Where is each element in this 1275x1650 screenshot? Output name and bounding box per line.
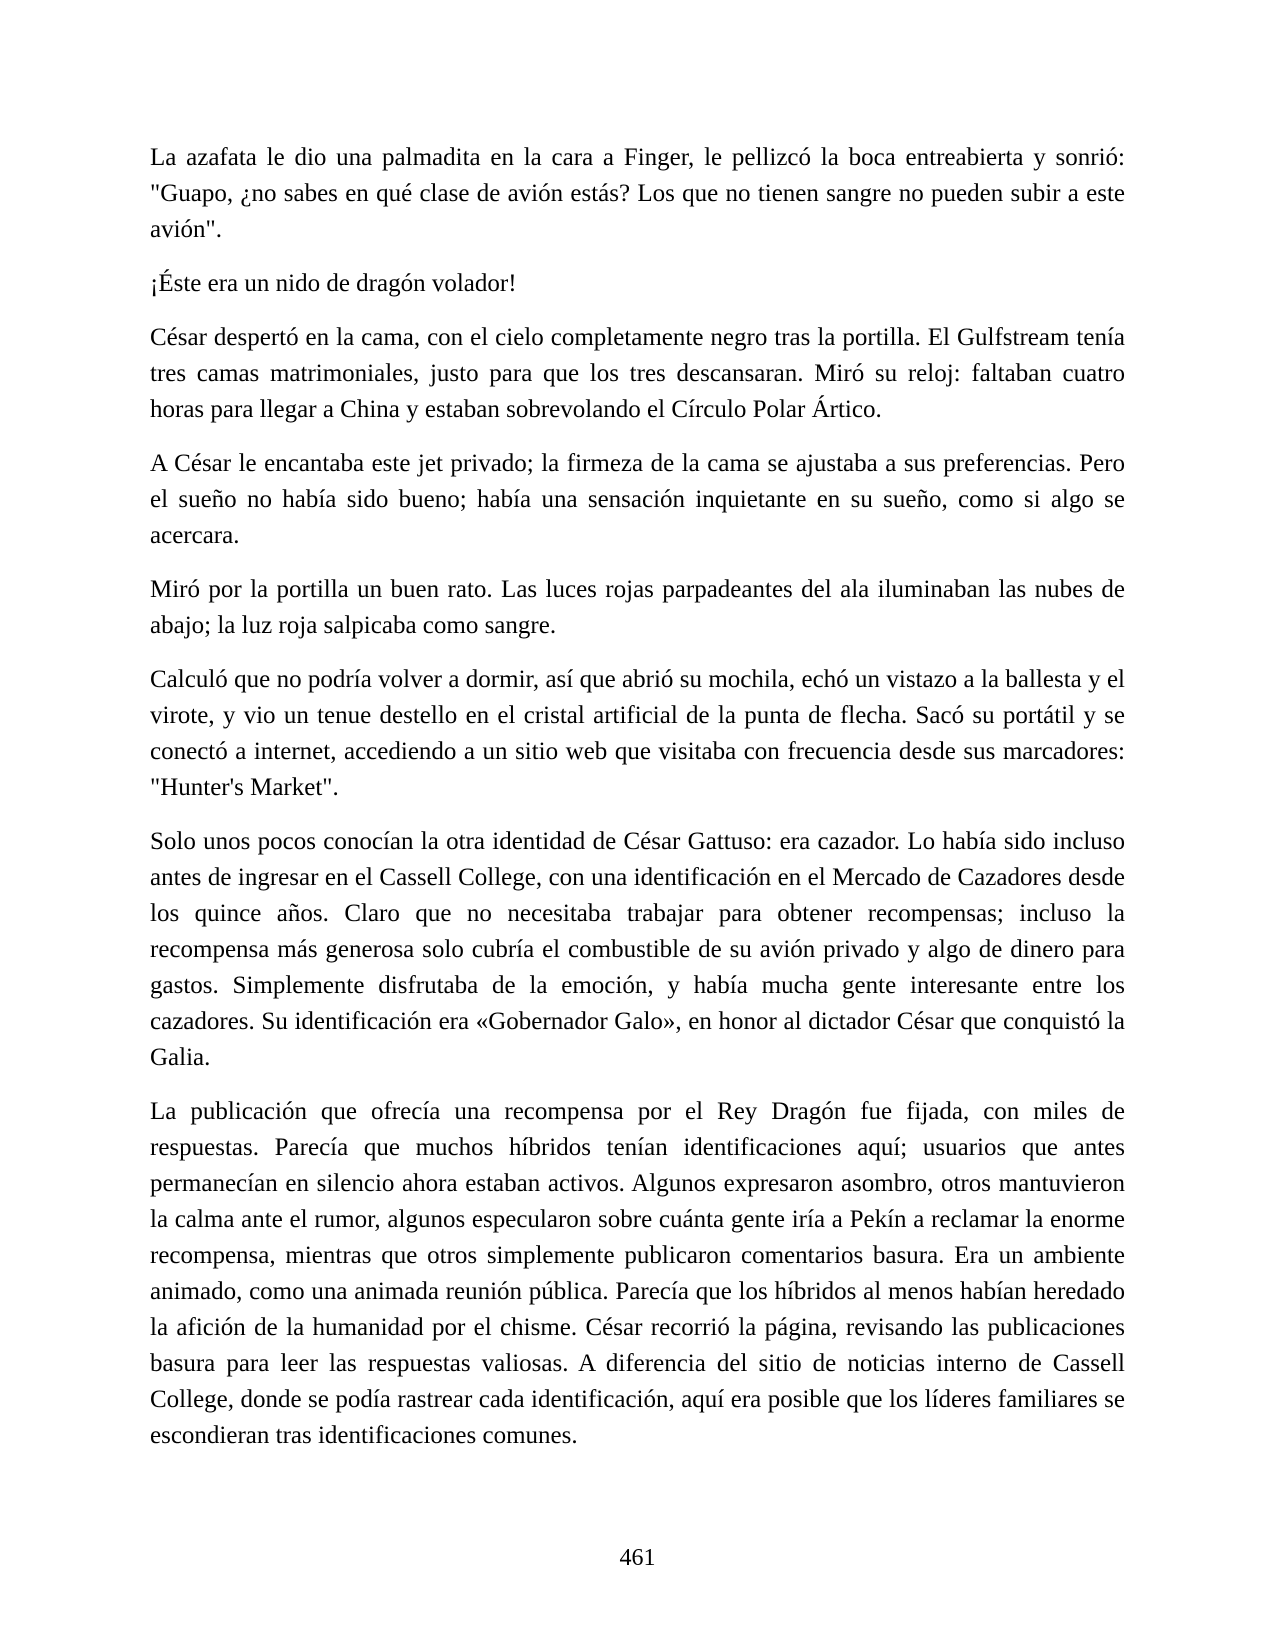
paragraph: Solo unos pocos conocían la otra identidad de César Gattuso: era cazador. Lo había sido incluso antes de ingresar en el Cassell College, con una identificación en el Mercado de Cazadores desde los quince años. Claro que no necesitaba trabajar para obtener recompensas; incluso la recompensa más generosa solo cubría el combustible de su avión privado y algo de dinero para gastos. Simplemente disfrutaba de la emoción, y había mucha gente interesante entre los cazadores. Su identificación era «Gobernador Galo», en honor al dictador César que conquistó la Galia. (150, 828, 1125, 1071)
paragraph: La azafata le dio una palmadita en la cara a Finger, le pellizcó la boca entreabierta y sonrió: "Guapo, ¿no sabes en qué clase de avión estás? Los que no tienen sangre no pueden subir a este avión". (150, 144, 1125, 243)
paragraph: A César le encantaba este jet privado; la firmeza de la cama se ajustaba a sus preferencias. Pero el sueño no había sido bueno; había una sensación inquietante en su sueño, como si algo se acercara. (150, 450, 1125, 549)
page-body-text (150, 140, 1125, 1472)
page-number: 461 (619, 1545, 656, 1571)
paragraph: Calculó que no podría volver a dormir, así que abrió su mochila, echó un vistazo a la ballesta y el virote, y vio un tenue destello en el cristal artificial de la punta de flecha. Sacó su portátil y se conectó a internet, accediendo a un sitio web que visitaba con frecuencia desde sus marcadores: "Hunter's Market". (150, 666, 1125, 801)
paragraph: César despertó en la cama, con el cielo completamente negro tras la portilla. El Gulfstream tenía tres camas matrimoniales, justo para que los tres descansaran. Miró su reloj: faltaban cuatro horas para llegar a China y estaban sobrevolando el Círculo Polar Ártico. (150, 324, 1125, 423)
paragraph: ¡Éste era un nido de dragón volador! (150, 270, 517, 297)
paragraph: Miró por la portilla un buen rato. Las luces rojas parpadeantes del ala iluminaban las nubes de abajo; la luz roja salpicaba como sangre. (150, 576, 1125, 639)
paragraph: La publicación que ofrecía una recompensa por el Rey Dragón fue fijada, con miles de respuestas. Parecía que muchos híbridos tenían identificaciones aquí; usuarios que antes permanecían en silencio ahora estaban activos. Algunos expresaron asombro, otros mantuvieron la calma ante el rumor, algunos especularon sobre cuánta gente iría a Pekín a reclamar la enorme recompensa, mientras que otros simplemente publicaron comentarios basura. Era un ambiente animado, como una animada reunión pública. Parecía que los híbridos al menos habían heredado la afición de la humanidad por el chisme. César recorrió la página, revisando las publicaciones basura para leer las respuestas valiosas. A diferencia del sitio de noticias interno de Cassell College, donde se podía rastrear cada identificación, aquí era posible que los líderes familiares se escondieran tras identificaciones comunes. (150, 1098, 1125, 1449)
